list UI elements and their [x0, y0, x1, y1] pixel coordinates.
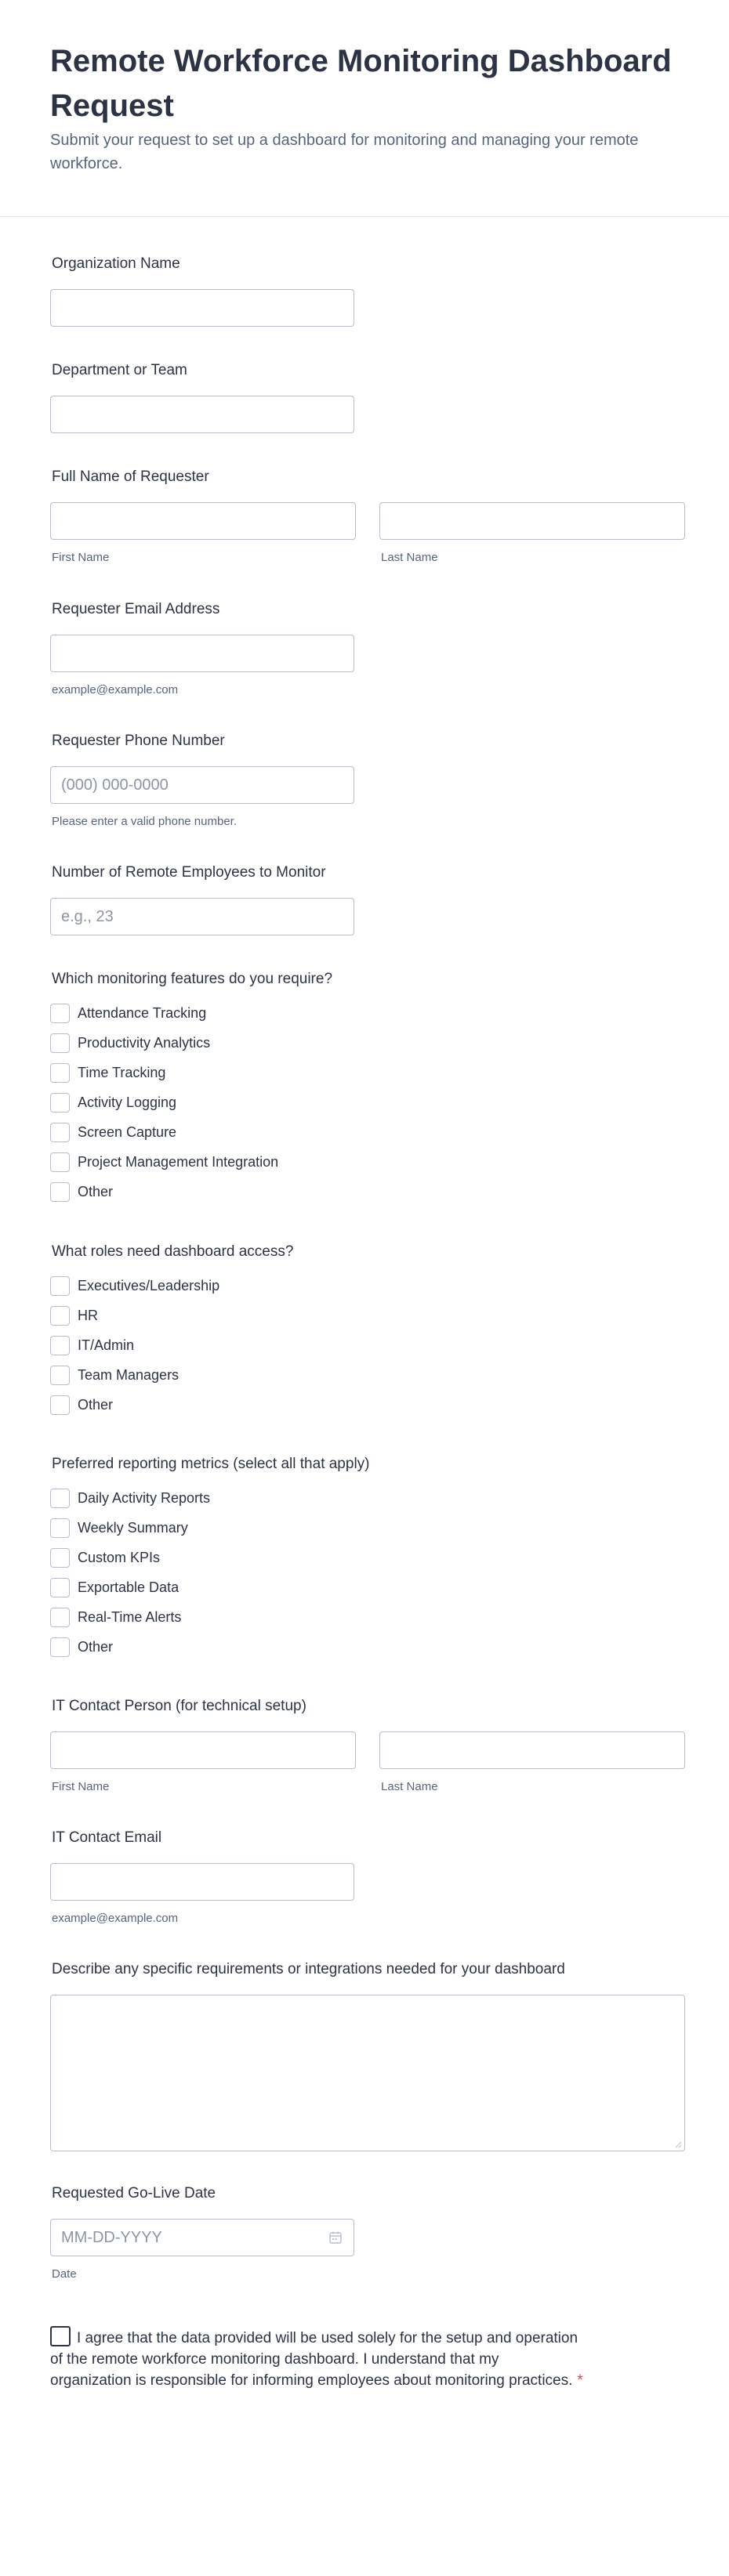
option-label: Other [78, 1183, 114, 1199]
option-label: Attendance Tracking [78, 1004, 207, 1021]
form-title: Remote Workforce Monitoring Dashboard Request [50, 44, 672, 123]
requirements-textarea[interactable] [50, 1995, 685, 2151]
it-contact-question [50, 1697, 685, 1793]
option-label: Productivity Analytics [78, 1034, 211, 1051]
requirements-label: Describe any specific requirements or integrations needed for your dashboard [52, 1961, 565, 1977]
golive-date-input[interactable] [50, 2219, 354, 2256]
option-label: Daily Activity Reports [78, 1489, 211, 1506]
email-question [50, 600, 685, 696]
calendar-icon[interactable] [328, 2230, 343, 2245]
option-label: HR [78, 1307, 98, 1323]
option-label: Real-Time Alerts [78, 1608, 182, 1625]
features-option[interactable] [50, 1003, 206, 1023]
checkbox[interactable] [50, 1578, 70, 1597]
option-label: Other [78, 1638, 114, 1655]
checkbox[interactable] [50, 1336, 70, 1355]
metrics-option[interactable] [50, 1488, 210, 1508]
it-first-name-sublabel: First Name [52, 1780, 110, 1793]
option-label: Custom KPIs [78, 1549, 161, 1565]
email-label: Requester Email Address [52, 601, 220, 617]
agreement-checkbox[interactable] [50, 2326, 71, 2346]
last-name-sublabel: Last Name [381, 551, 438, 564]
roles-option[interactable] [50, 1275, 219, 1296]
features-option[interactable] [50, 1152, 278, 1172]
features-question [50, 970, 685, 1199]
it-first-name-input[interactable] [50, 1731, 356, 1769]
org-name-label: Organization Name [52, 255, 180, 272]
checkbox[interactable] [50, 1306, 70, 1326]
checkbox[interactable] [50, 1637, 70, 1657]
email-input[interactable] [50, 635, 354, 672]
checkbox[interactable] [50, 1366, 70, 1385]
roles-label: What roles need dashboard access? [52, 1243, 294, 1260]
phone-placeholder: (000) 000-0000 [61, 776, 169, 794]
metrics-option[interactable] [50, 1518, 188, 1538]
phone-sublabel: Please enter a valid phone number. [52, 815, 237, 828]
metrics-option[interactable] [50, 1607, 181, 1627]
employees-placeholder: e.g., 23 [61, 907, 114, 925]
checkbox[interactable] [50, 1152, 70, 1172]
option-label: Team Managers [78, 1366, 180, 1383]
department-input[interactable] [50, 396, 354, 433]
it-last-name-sublabel: Last Name [381, 1780, 438, 1793]
features-option[interactable] [50, 1033, 210, 1053]
roles-option[interactable] [50, 1395, 113, 1415]
employees-input[interactable] [50, 898, 354, 935]
department-question [50, 361, 685, 380]
features-option[interactable] [50, 1122, 176, 1142]
metrics-option[interactable] [50, 1547, 160, 1568]
checkbox[interactable] [50, 1489, 70, 1508]
checkbox[interactable] [50, 1548, 70, 1568]
it-email-label: IT Contact Email [52, 1829, 162, 1846]
checkbox[interactable] [50, 1033, 70, 1053]
employees-question [50, 863, 685, 925]
it-email-sublabel: example@example.com [52, 1912, 179, 1925]
golive-question [50, 2184, 685, 2281]
phone-label: Requester Phone Number [52, 733, 225, 749]
option-label: Time Tracking [78, 1064, 166, 1080]
it-contact-label: IT Contact Person (for technical setup) [52, 1698, 306, 1714]
last-name-input[interactable] [379, 502, 685, 540]
features-option[interactable] [50, 1181, 113, 1202]
it-email-input[interactable] [50, 1863, 354, 1901]
checkbox[interactable] [50, 1004, 70, 1023]
metrics-label: Preferred reporting metrics (select all that apply) [52, 1456, 370, 1472]
phone-question [50, 732, 685, 828]
roles-option[interactable] [50, 1365, 179, 1385]
checkbox[interactable] [50, 1276, 70, 1296]
option-label: Project Management Integration [78, 1153, 279, 1170]
golive-label: Requested Go-Live Date [52, 2185, 216, 2202]
checkbox[interactable] [50, 1182, 70, 1202]
roles-option[interactable] [50, 1305, 98, 1326]
option-label: Screen Capture [78, 1123, 177, 1140]
form-header [0, 0, 729, 217]
full-name-question [50, 468, 685, 564]
option-label: Exportable Data [78, 1579, 180, 1595]
org-name-question [50, 255, 685, 273]
option-label: Activity Logging [78, 1094, 177, 1110]
first-name-input[interactable] [50, 502, 356, 540]
agreement-text: I agree that the data provided will be used solely for the setup and operation of the remote workforce monitoring dashboard. I understand that my organization is responsible for informing employees about monitoring practices. [50, 2330, 578, 2389]
required-asterisk: * [577, 2372, 583, 2389]
golive-placeholder: MM-DD-YYYY [61, 2228, 162, 2246]
checkbox[interactable] [50, 1608, 70, 1627]
it-last-name-input[interactable] [379, 1731, 685, 1769]
metrics-question [50, 1455, 685, 1655]
metrics-option[interactable] [50, 1637, 113, 1657]
department-label: Department or Team [52, 362, 187, 378]
requirements-question [50, 1960, 685, 1979]
it-email-question [50, 1829, 685, 1925]
employees-label: Number of Remote Employees to Monitor [52, 864, 326, 881]
checkbox[interactable] [50, 1063, 70, 1083]
option-label: IT/Admin [78, 1337, 135, 1353]
email-sublabel: example@example.com [52, 683, 179, 696]
roles-option[interactable] [50, 1335, 134, 1355]
roles-question [50, 1243, 685, 1413]
checkbox[interactable] [50, 1518, 70, 1538]
checkbox[interactable] [50, 1123, 70, 1142]
checkbox[interactable] [50, 1395, 70, 1415]
golive-sublabel: Date [52, 2267, 77, 2281]
full-name-label: Full Name of Requester [52, 469, 209, 485]
option-label: Executives/Leadership [78, 1277, 220, 1293]
phone-input[interactable] [50, 766, 354, 804]
org-name-input[interactable] [50, 289, 354, 327]
resize-handle-icon[interactable] [674, 2140, 682, 2148]
agreement-question [50, 2326, 583, 2391]
checkbox[interactable] [50, 1093, 70, 1113]
features-option[interactable] [50, 1062, 165, 1083]
first-name-sublabel: First Name [52, 551, 110, 564]
features-label: Which monitoring features do you require? [52, 971, 333, 987]
option-label: Other [78, 1396, 114, 1413]
form-subtitle: Submit your request to set up a dashboard for monitoring and managing your remote workforce. [50, 132, 639, 172]
option-label: Weekly Summary [78, 1519, 188, 1536]
metrics-option[interactable] [50, 1577, 179, 1597]
features-option[interactable] [50, 1092, 176, 1113]
